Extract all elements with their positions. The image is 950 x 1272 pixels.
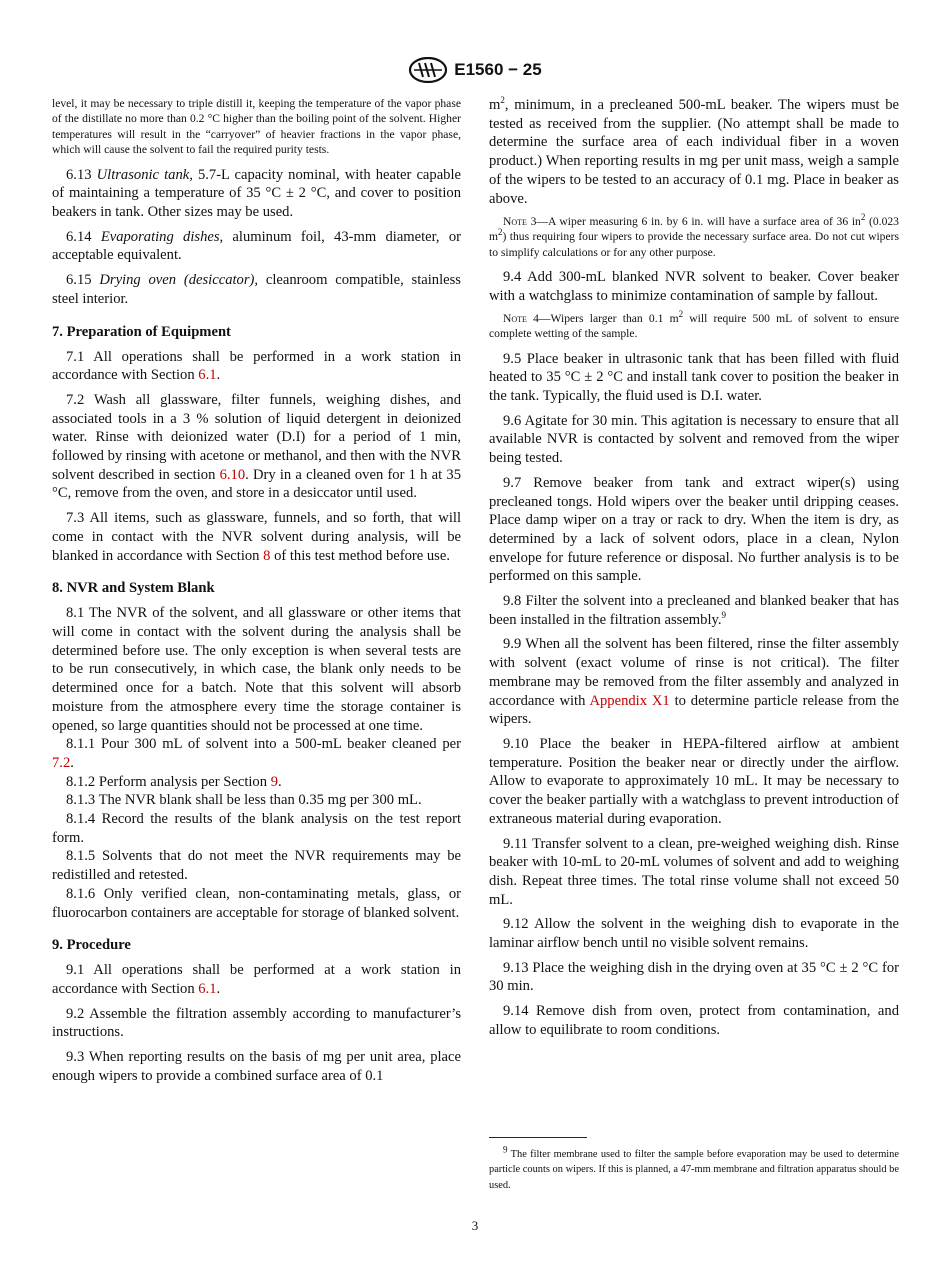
paragraph-8-1-1: 8.1.1 Pour 300 mL of solvent into a 500-mL beaker cleaned per 7.2.	[52, 736, 461, 771]
paragraph-9-4: 9.4 Add 300-mL blanked NVR solvent to beaker. Cover beaker with a watchglass to minimize contamination of sample by fallout.	[489, 268, 899, 304]
paragraph-9-1: 9.1 All operations shall be performed at a work station in accordance with Section 6.1.	[52, 962, 461, 997]
paragraph-9-2: 9.2 Assemble the filtration assembly according to manufacturer’s instructions.	[52, 1005, 461, 1041]
link-section-9[interactable]: 9	[270, 773, 278, 790]
paragraph-9-9: 9.9 When all the solvent has been filtered, rinse the filter assembly with solvent (exact volume of rinse is not critical). The filter membrane may be removed from the filter assembly and analyzed in accordance with Appendix X1 to determine particle release from the wipers.	[489, 636, 899, 728]
paragraph-8-1: 8.1 The NVR of the solvent, and all glassware or other items that will come in contact with the solvent during the analysis shall be determined before use. The only exception is when several tests are to be run consecutively, in which case, the blank only needs to be determined once for a batch. Note that this solvent will absorb moisture from the atmosphere every time the storage container is opened, so large quantities should not be processed at one time.	[52, 605, 461, 734]
section-heading-7: 7. Preparation of Equipment	[52, 323, 231, 340]
left-column	[52, 96, 461, 1091]
paragraph-6-13: 6.13 Ultrasonic tank, 5.7-L capacity nominal, with heater capable of maintaining a temperature of 35 °C ± 2 °C, and cover to position beakers in tank. Other sizes may be used.	[52, 166, 462, 221]
footnote-ref-9[interactable]: 9	[721, 609, 726, 620]
paragraph-7-1: 7.1 All operations shall be performed in a work station in accordance with Section 6.1.	[52, 348, 461, 384]
paragraph-9-13: 9.13 Place the weighing dish in the drying oven at 35 °C ± 2 °C for 30 min.	[489, 959, 899, 995]
link-6-1[interactable]: 6.1	[198, 367, 217, 384]
paragraph-8-1-6: 8.1.6 Only verified clean, non-contaminating metals, glass, or fluorocarbon containers are acceptable for storage of blanked solvent.	[52, 885, 461, 921]
note-4: Note 4—Wipers larger than 0.1 $m^2$ will require 500 mL of solvent to ensure complete wetting of the sample.	[489, 309, 899, 341]
paragraph-9-12: 9.12 Allow the solvent in the weighing dish to evaporate in the laminar airflow bench until no visible solvent remains.	[489, 916, 899, 952]
paragraph-intro: level, it may be necessary to triple distill it, keeping the temperature of the vapor phase of the distillate no more than 0.2 °C higher than the boiling point of the solvent. Higher temperatures will result in the “carryover” of heavier fractions in the vapor phase, which will cause the solvent to fail the required purity tests.	[52, 97, 461, 157]
astm-logo-icon	[408, 57, 448, 83]
link-appendix-x1[interactable]: Appendix X1	[589, 692, 670, 709]
paragraph-8-1-5: 8.1.5 Solvents that do not meet the NVR requirements may be redistilled and retested.	[52, 848, 461, 884]
paragraph-6-14: 6.14 Evaporating dishes, aluminum foil, 43-mm diameter, or acceptable equivalent.	[52, 228, 462, 264]
paragraph-8-1-3: 8.1.3 The NVR blank shall be less than 0.35 mg per 300 mL.	[66, 792, 422, 809]
footnote-divider	[489, 1137, 587, 1138]
link-7-2[interactable]: 7.2	[52, 754, 71, 771]
paragraph-7-3: 7.3 All items, such as glassware, funnels, and so forth, that will come in contact with the NVR solvent during analysis, will be blanked in accordance with Section 8 of this test method before use.	[52, 510, 461, 564]
paragraph-9-6: 9.6 Agitate for 30 min. This agitation is necessary to ensure that all available NVR is contacted by solvent and removed from the wiper being tested.	[489, 412, 899, 467]
paragraph-9-3: 9.3 When reporting results on the basis of mg per unit area, place enough wipers to provide a combined surface area of 0.1	[52, 1049, 461, 1084]
paragraph-9-11: 9.11 Transfer solvent to a clean, pre-weighed weighing dish. Rinse beaker with 10-mL to 20-mL volumes of solvent and add to weighing dish. Repeat three times. The total rinse volume shall not exceed 50 mL.	[489, 835, 899, 908]
paragraph-9-3-continued: $m^2$, minimum, in a precleaned 500-mL beaker. The wipers must be tested as received from the supplier. (No attempt shall be made to determine the surface area of each individual fiber in a woven product.) When reporting results in mg per unit mass, weigh a sample of the wipers to be tested to an accuracy of 0.1 mg. Place in beaker as above.	[489, 95, 899, 207]
page-number: 3	[471, 1218, 479, 1233]
link-section-8[interactable]: 8	[263, 547, 271, 564]
footnote-9: $^9$ The filter membrane used to filter the sample before evaporation may be used to determine particle counts on wipers. If this is planned, a 47-mm membrane and filtration apparatus should be used.	[489, 1144, 899, 1191]
paragraph-7-2: 7.2 Wash all glassware, filter funnels, weighing dishes, and associated tools in a 3 % solution of liquid detergent in deionized water. Rinse with deionized water (D.I) for a period of 1 min, followed by rinsing with acetone or methanol, and then with the NVR solvent described in section 6.10. Dry in a cleaned oven for 1 h at 35 °C, remove from the oven, and store in a desiccator until used.	[52, 391, 461, 502]
page-header	[0, 55, 950, 85]
paragraph-9-5: 9.5 Place beaker in ultrasonic tank that has been filled with fluid heated to 35 °C ± 2 °C and install tank cover to position the beaker in the tank. Typically, the fluid used is D.I. water.	[489, 350, 899, 405]
note-3: Note 3—A wiper measuring 6 in. by 6 in. will have a surface area of 36 $in^2$ (0.023 $m^2$) thus requiring four wipers to provide the necessary surface area. Do not cut wipers to simplify calculations or for any other purpose.	[489, 212, 899, 259]
section-heading-8: 8. NVR and System Blank	[52, 580, 215, 597]
paragraph-8-1-4: 8.1.4 Record the results of the blank analysis on the test report form.	[52, 811, 461, 846]
paragraph-9-7: 9.7 Remove beaker from tank and extract wiper(s) using precleaned tongs. Hold wipers over the beaker until dripping ceases. Place damp wiper on a tray or rack to dry. When the item is dry, as determined by a lack of solvent odors, place in a clean, Nylon envelope for future reference or disposal. No further analysis is to be performed on this sample.	[489, 474, 899, 585]
paragraph-8-1-2: 8.1.2 Perform analysis per Section 9.	[66, 773, 282, 790]
link-6-1-b[interactable]: 6.1	[198, 980, 217, 997]
paragraph-6-15: 6.15 Drying oven (desiccator), cleanroom compatible, stainless steel interior.	[52, 272, 461, 307]
section-heading-9: 9. Procedure	[52, 937, 131, 954]
paragraph-9-8: 9.8 Filter the solvent into a precleaned and blanked beaker that has been installed in the filtration assembly.$^9$	[489, 593, 899, 628]
paragraph-9-10: 9.10 Place the beaker in HEPA-filtered airflow at ambient temperature. Position the beaker near or directly under the airflow. Allow to evaporate to approximately 10 mL. It may be necessary to cover the beaker partially with a watchglass to prevent introduction of extraneous material during evaporation.	[489, 736, 899, 827]
right-column	[489, 96, 899, 1046]
document-id: E1560 − 25	[454, 60, 542, 79]
link-6-10[interactable]: 6.10	[219, 466, 246, 483]
paragraph-9-14: 9.14 Remove dish from oven, protect from contamination, and allow to equilibrate to room conditions.	[489, 1003, 899, 1038]
